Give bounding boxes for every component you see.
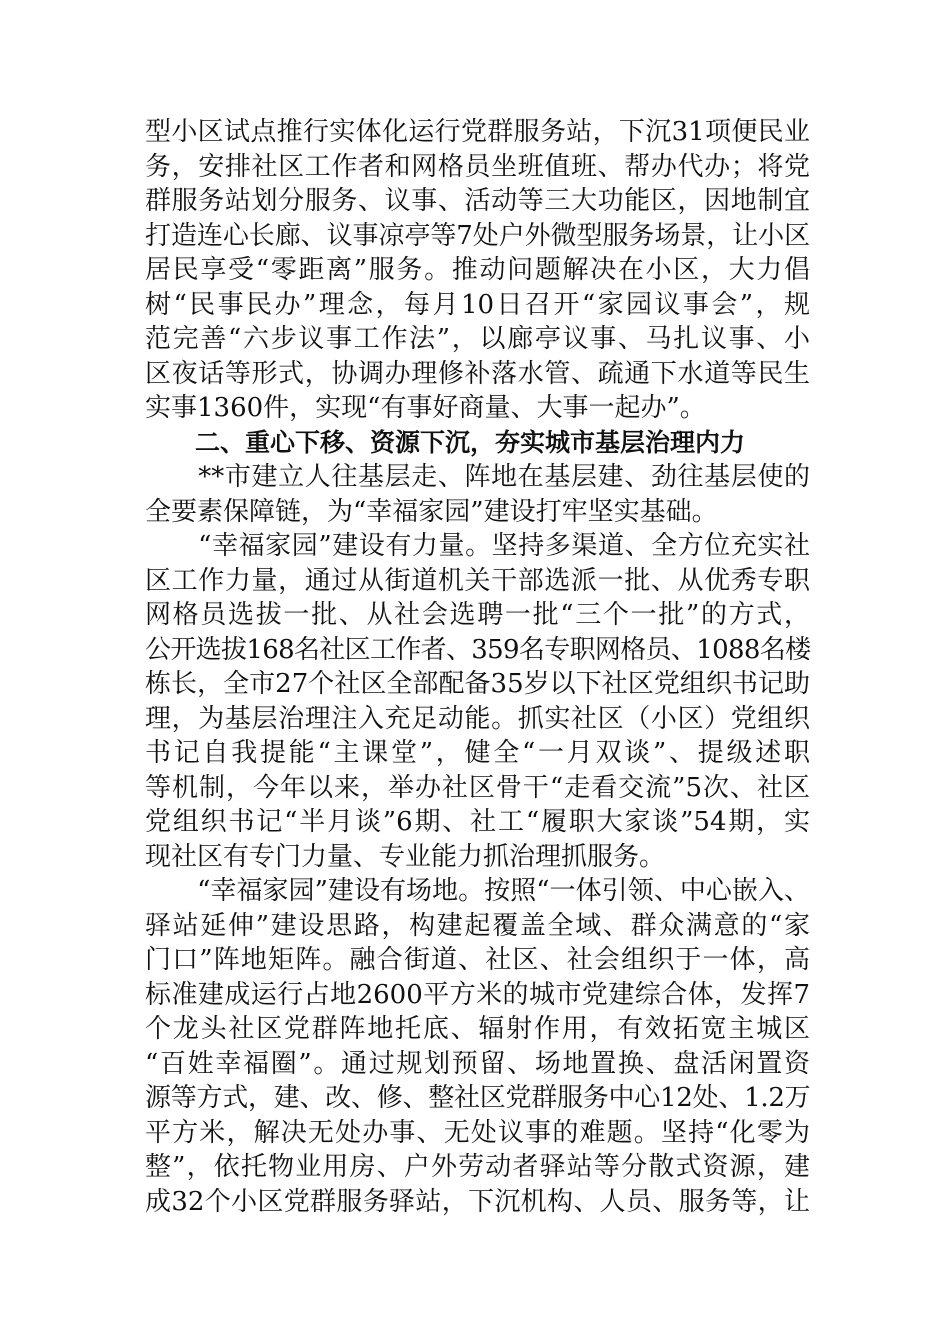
text-line-32: 成32个小区党群服务驿站，下沉机构、人员、服务等，让 — [145, 1186, 810, 1217]
text-line-3: 群服务站划分服务、议事、活动等三大功能区，因地制宜 — [145, 186, 810, 216]
text-line-22: 现社区有专门力量、专业能力抓治理抓服务。 — [145, 841, 666, 872]
text-line-2: 务，安排社区工作者和网格员坐班值班、帮办代办；将党 — [145, 151, 810, 182]
text-line-9: 实事1360件，实现“有事好商量、大事一起办”。 — [145, 393, 706, 423]
text-line-19: 书记自我提能“主课堂”，健全“一月双谈”、提级述职 — [145, 738, 810, 768]
text-line-23: “幸福家园”建设有场地。按照“一体引领、中心嵌入、 — [145, 876, 810, 906]
text-line-15: 网格员选拔一批、从社会选聘一批“三个一批”的方式， — [145, 600, 810, 630]
text-line-1: 型小区试点推行实体化运行党群服务站，下沉31项便民业 — [145, 117, 810, 147]
text-line-29: 源等方式，建、改、修、整社区党群服务中心12处、1.2万 — [145, 1083, 811, 1113]
text-line-13: “幸福家园”建设有力量。坚持多渠道、全方位充实社 — [145, 531, 810, 561]
text-line-20: 等机制，今年以来，举办社区骨干“走看交流”5次、社区 — [145, 772, 810, 803]
text-line-18: 理，为基层治理注入充足动能。抓实社区（小区）党组织 — [145, 703, 810, 734]
text-line-4: 打造连心长廊、议事凉亭等7处户外微型服务场景，让小区 — [145, 220, 810, 251]
text-line-25: 门口”阵地矩阵。融合街道、社区、社会组织于一体，高 — [145, 945, 810, 975]
text-line-16: 公开选拔168名社区工作者、359名专职网格员、1088名楼 — [145, 634, 811, 665]
section-heading: 二、重心下移、资源下沉，夯实城市基层治理内力 — [145, 427, 746, 457]
text-line-14: 区工作力量，通过从街道机关干部选派一批、从优秀专职 — [145, 565, 810, 596]
document-page — [145, 115, 810, 1219]
text-line-5: 居民享受“零距离”服务。推动问题解决在小区，大力倡 — [145, 255, 810, 285]
text-line-21: 党组织书记“半月谈”6期、社工“履职大家谈”54期，实 — [145, 807, 810, 837]
text-line-31: 整”，依托物业用房、户外劳动者驿站等分散式资源，建 — [145, 1152, 810, 1182]
text-line-28: “百姓幸福圈”。通过规划预留、场地置换、盘活闲置资 — [145, 1048, 810, 1079]
text-line-27: 个龙头社区党群阵地托底、辐射作用，有效拓宽主城区 — [145, 1014, 810, 1044]
text-line-24: 驿站延伸”建设思路，构建起覆盖全域、群众满意的“家 — [145, 910, 810, 941]
text-line-17: 栋长，全市27个社区全部配备35岁以下社区党组织书记助 — [145, 669, 810, 699]
text-line-8: 区夜话等形式，协调办理修补落水管、疏通下水道等民生 — [145, 358, 810, 389]
text-line-7: 范完善“六步议事工作法”，以廊亭议事、马扎议事、小 — [145, 324, 810, 354]
text-line-26: 标准建成运行占地2600平方米的城市党建综合体，发挥7 — [145, 979, 810, 1010]
text-line-11: **市建立人往基层走、阵地在基层建、劲往基层使的 — [145, 462, 810, 492]
text-line-6: 树“民事民办”理念，每月10日召开“家园议事会”，规 — [145, 289, 810, 320]
text-line-30: 平方米，解决无处办事、无处议事的难题。坚持“化零为 — [145, 1117, 810, 1148]
text-line-12: 全要素保障链，为“幸福家园”建设打牢坚实基础。 — [145, 496, 718, 527]
